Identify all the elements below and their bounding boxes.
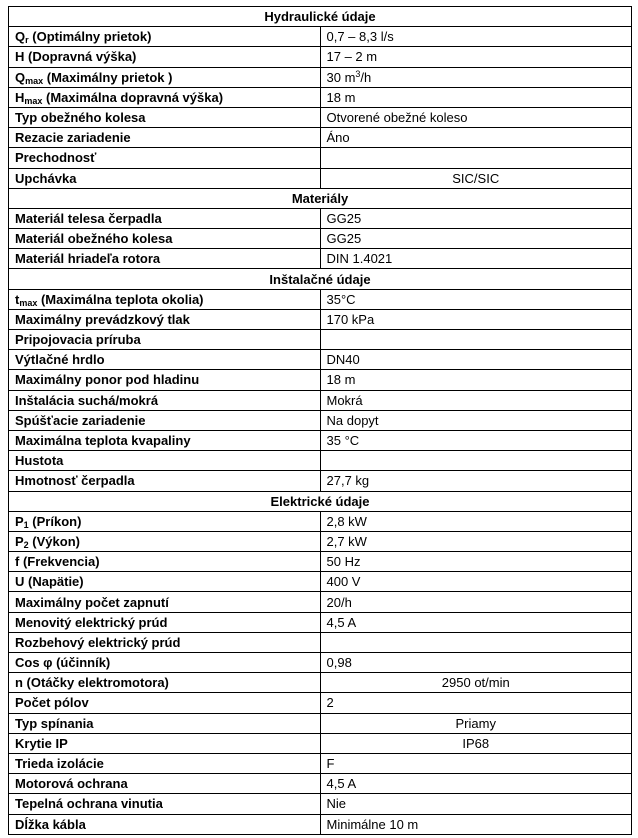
spec-value: SIC/SIC xyxy=(320,168,632,188)
label-subscript: max xyxy=(24,95,43,106)
spec-label: Maximálny ponor pod hladinu xyxy=(9,370,321,390)
spec-value: 27,7 kg xyxy=(320,471,632,491)
label-symbol: Q xyxy=(15,29,26,45)
spec-row xyxy=(9,107,632,127)
spec-row xyxy=(9,128,632,148)
spec-row xyxy=(9,410,632,430)
spec-label: Hmotnosť čerpadla xyxy=(9,471,321,491)
spec-row xyxy=(9,390,632,410)
spec-value xyxy=(320,632,632,652)
label-text: (Maximálna dopravná výška) xyxy=(42,89,224,105)
spec-row xyxy=(9,552,632,572)
spec-value: 17 – 2 m xyxy=(320,47,632,67)
label-text: (Výkon) xyxy=(28,533,80,549)
label-symbol: H xyxy=(15,89,25,105)
spec-label: Cos φ (účinník) xyxy=(9,653,321,673)
value-main: 30 m xyxy=(326,69,356,85)
spec-value: 18 m xyxy=(320,370,632,390)
spec-label: Materiál hriadeľa rotora xyxy=(9,249,321,269)
spec-label: Výtlačné hrdlo xyxy=(9,350,321,370)
spec-value xyxy=(320,67,632,87)
spec-label: Dĺžka kábla xyxy=(9,814,321,834)
section-header-row-hydraulic xyxy=(9,7,632,27)
spec-label: Trieda izolácie xyxy=(9,753,321,773)
section-title-electrical: Elektrické údaje xyxy=(9,491,632,511)
value-unit: /h xyxy=(360,69,372,85)
spec-label xyxy=(9,87,321,107)
section-title-installation: Inštalačné údaje xyxy=(9,269,632,289)
spec-value: 2950 ot/min xyxy=(320,673,632,693)
spec-row xyxy=(9,632,632,652)
spec-value: 35 °C xyxy=(320,430,632,450)
spec-table xyxy=(8,6,632,835)
spec-label: f (Frekvencia) xyxy=(9,552,321,572)
spec-label: Rezacie zariadenie xyxy=(9,128,321,148)
spec-row xyxy=(9,430,632,450)
label-text: (Maximálna teplota okolia) xyxy=(37,291,204,307)
spec-label: Maximálny počet zapnutí xyxy=(9,592,321,612)
label-text: (Optimálny prietok) xyxy=(28,29,152,45)
spec-row xyxy=(9,289,632,309)
spec-value: GG25 xyxy=(320,208,632,228)
spec-row xyxy=(9,370,632,390)
spec-row xyxy=(9,794,632,814)
spec-value: Minimálne 10 m xyxy=(320,814,632,834)
spec-label: Menovitý elektrický prúd xyxy=(9,612,321,632)
spec-label: Rozbehový elektrický prúd xyxy=(9,632,321,652)
spec-label: Inštalácia suchá/mokrá xyxy=(9,390,321,410)
spec-value: 4,5 A xyxy=(320,774,632,794)
spec-row xyxy=(9,673,632,693)
spec-row xyxy=(9,87,632,107)
spec-value: 0,7 – 8,3 l/s xyxy=(320,27,632,47)
spec-row xyxy=(9,774,632,794)
label-text: (Príkon) xyxy=(28,513,82,529)
spec-label: Krytie IP xyxy=(9,733,321,753)
spec-value: Áno xyxy=(320,128,632,148)
spec-label: n (Otáčky elektromotora) xyxy=(9,673,321,693)
label-symbol: Q xyxy=(15,69,26,85)
label-symbol: t xyxy=(15,291,20,307)
spec-label: Hustota xyxy=(9,451,321,471)
spec-value: 4,5 A xyxy=(320,612,632,632)
spec-label xyxy=(9,531,321,551)
spec-row xyxy=(9,592,632,612)
spec-label: Tepelná ochrana vinutia xyxy=(9,794,321,814)
spec-value: 35°C xyxy=(320,289,632,309)
spec-value: 400 V xyxy=(320,572,632,592)
section-header-row-materials xyxy=(9,188,632,208)
label-subscript: 2 xyxy=(23,539,29,550)
spec-row xyxy=(9,753,632,773)
spec-row xyxy=(9,168,632,188)
spec-value: 20/h xyxy=(320,592,632,612)
spec-row xyxy=(9,249,632,269)
spec-label xyxy=(9,27,321,47)
spec-value: 2 xyxy=(320,693,632,713)
spec-row xyxy=(9,713,632,733)
spec-label: Materiál obežného kolesa xyxy=(9,229,321,249)
spec-row xyxy=(9,27,632,47)
spec-value: 2,8 kW xyxy=(320,511,632,531)
section-header-row-electrical xyxy=(9,491,632,511)
spec-value: 50 Hz xyxy=(320,552,632,572)
spec-label: H (Dopravná výška) xyxy=(9,47,321,67)
spec-label: Upchávka xyxy=(9,168,321,188)
spec-value: Otvorené obežné koleso xyxy=(320,107,632,127)
spec-row xyxy=(9,733,632,753)
spec-label: Motorová ochrana xyxy=(9,774,321,794)
spec-row xyxy=(9,148,632,168)
spec-label: Maximálny prevádzkový tlak xyxy=(9,309,321,329)
spec-value: 18 m xyxy=(320,87,632,107)
spec-label xyxy=(9,511,321,531)
spec-row xyxy=(9,47,632,67)
spec-row xyxy=(9,531,632,551)
spec-value: 170 kPa xyxy=(320,309,632,329)
spec-value: GG25 xyxy=(320,229,632,249)
spec-row xyxy=(9,451,632,471)
spec-value: 0,98 xyxy=(320,653,632,673)
spec-label: U (Napätie) xyxy=(9,572,321,592)
label-subscript: r xyxy=(25,35,29,46)
spec-label: Počet pólov xyxy=(9,693,321,713)
spec-value: Na dopyt xyxy=(320,410,632,430)
spec-row xyxy=(9,653,632,673)
spec-row xyxy=(9,309,632,329)
spec-label: Typ spínania xyxy=(9,713,321,733)
spec-label: Typ obežného kolesa xyxy=(9,107,321,127)
label-subscript: max xyxy=(25,75,44,86)
section-title-hydraulic: Hydraulické údaje xyxy=(9,7,632,27)
spec-label: Prechodnosť xyxy=(9,148,321,168)
spec-value: F xyxy=(320,753,632,773)
spec-row xyxy=(9,471,632,491)
label-subscript: 1 xyxy=(23,519,29,530)
spec-label: Spúšťacie zariadenie xyxy=(9,410,321,430)
spec-row xyxy=(9,330,632,350)
spec-value: Mokrá xyxy=(320,390,632,410)
spec-row xyxy=(9,693,632,713)
spec-value xyxy=(320,330,632,350)
spec-label: Maximálna teplota kvapaliny xyxy=(9,430,321,450)
spec-label xyxy=(9,289,321,309)
value-superscript: 3 xyxy=(355,68,361,79)
spec-value xyxy=(320,148,632,168)
spec-row xyxy=(9,814,632,834)
spec-value: 2,7 kW xyxy=(320,531,632,551)
spec-table-body xyxy=(9,7,632,835)
label-subscript: max xyxy=(19,297,38,308)
spec-row xyxy=(9,511,632,531)
spec-label: Materiál telesa čerpadla xyxy=(9,208,321,228)
section-title-materials: Materiály xyxy=(9,188,632,208)
label-text: (Maximálny prietok ) xyxy=(43,69,173,85)
section-header-row-installation xyxy=(9,269,632,289)
spec-value: Nie xyxy=(320,794,632,814)
spec-row xyxy=(9,229,632,249)
spec-row xyxy=(9,572,632,592)
spec-value: Priamy xyxy=(320,713,632,733)
spec-row xyxy=(9,612,632,632)
spec-value: DN40 xyxy=(320,350,632,370)
spec-row xyxy=(9,67,632,87)
spec-value xyxy=(320,451,632,471)
label-symbol: P xyxy=(15,533,24,549)
spec-label xyxy=(9,67,321,87)
spec-label: Pripojovacia príruba xyxy=(9,330,321,350)
spec-value: DIN 1.4021 xyxy=(320,249,632,269)
spec-row xyxy=(9,350,632,370)
label-symbol: P xyxy=(15,513,24,529)
spec-value: IP68 xyxy=(320,733,632,753)
spec-row xyxy=(9,208,632,228)
